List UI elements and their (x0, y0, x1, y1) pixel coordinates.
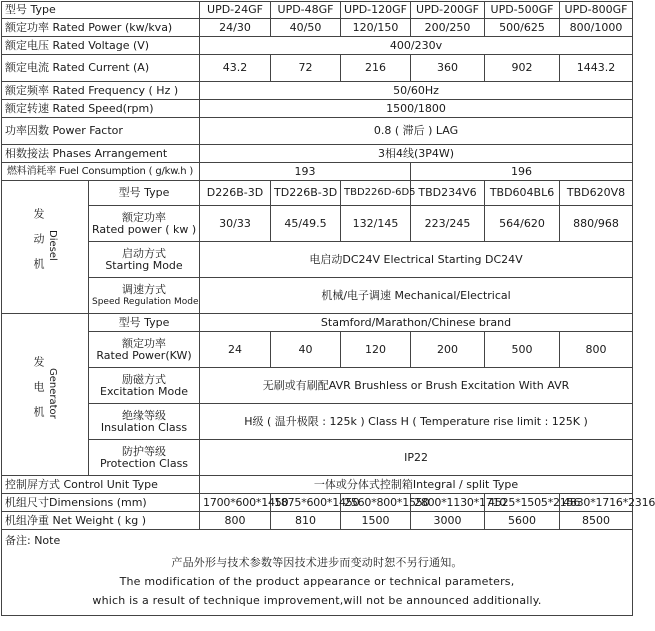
dimensions-row (2, 494, 633, 512)
rated-speed-row (2, 100, 633, 118)
row-label: 额定电压 Rated Voltage (V) (2, 37, 200, 55)
cell-value: TBD604BL6 (485, 181, 560, 206)
row-label (89, 278, 200, 314)
model-header: UPD-24GF (200, 2, 271, 19)
cell-value: 196 (411, 163, 633, 181)
cell-value: 无刷或有刷配AVR Brushless or Brush Excitation With AVR (200, 368, 633, 404)
cell-value: D226B-3D (200, 181, 271, 206)
header-row (2, 2, 633, 19)
cell-value: 1875*600*1450 (271, 494, 341, 512)
note-line-cn: 产品外形与技术参数等因技术进步而变动时恕不另行通知。 (171, 556, 463, 569)
label-en: Starting Mode (105, 258, 183, 272)
cell-value: 400/230v (200, 37, 633, 55)
cell-value: 880/968 (560, 206, 633, 242)
label-en: Protection Class (99, 456, 189, 470)
cell-value: 4830*1716*2316 (560, 494, 633, 512)
row-label: 额定电流 Rated Current (A) (2, 55, 200, 82)
cell-value: 一体或分体式控制箱Integral / split Type (200, 476, 633, 494)
cell-value: 120 (341, 332, 411, 368)
cell-value: 8500 (560, 512, 633, 530)
row-label: 额定转速 Rated Speed(rpm) (2, 100, 200, 118)
cell-value: 43.2 (200, 55, 271, 82)
header-label: 型号 Type (2, 2, 200, 19)
diesel-type-row (2, 181, 633, 206)
cell-value: 500 (485, 332, 560, 368)
label-en: Rated power ( kw ) (92, 222, 197, 236)
row-label: 机组尺寸Dimensions (mm) (2, 494, 200, 512)
cell-value: 30/33 (200, 206, 271, 242)
label-en: Rated Power(KW) (96, 348, 192, 362)
cell-value: TD226B-3D (271, 181, 341, 206)
note-text (5, 553, 629, 610)
label-en: Insulation Class (100, 420, 188, 434)
model-header: UPD-200GF (411, 2, 485, 19)
model-header: UPD-120GF (341, 2, 411, 19)
row-label (89, 332, 200, 368)
cell-value: 223/245 (411, 206, 485, 242)
cell-value: 1700*600*1450 (200, 494, 271, 512)
cell-value: 1500 (341, 512, 411, 530)
row-label: 控制屏方式 Control Unit Type (2, 476, 200, 494)
cell-value: 4525*1505*2156 (485, 494, 560, 512)
cell-value: 40/50 (271, 19, 341, 37)
cell-value: 564/620 (485, 206, 560, 242)
cell-value: 3000 (411, 512, 485, 530)
row-label (89, 368, 200, 404)
cell-value: TBD226D-6D5 (341, 181, 411, 206)
cell-value: 3相4线(3P4W) (200, 145, 633, 163)
cell-value: 500/625 (485, 19, 560, 37)
diesel-speed-regulation-row (2, 278, 633, 314)
cell-value: 2560*800*1550 (341, 494, 411, 512)
rated-voltage-row (2, 37, 633, 55)
rated-power-row (2, 19, 633, 37)
row-label: 燃料消耗率 Fuel Consumption ( g/kw.h ) (2, 163, 200, 181)
cell-value: 800/1000 (560, 19, 633, 37)
rated-frequency-row (2, 82, 633, 100)
spec-table (1, 1, 655, 616)
cell-value: 24/30 (200, 19, 271, 37)
cell-value: TBD234V6 (411, 181, 485, 206)
row-label (89, 206, 200, 242)
label-cn: 额定功率 (122, 336, 166, 350)
cell-value: 0.8 ( 滞后 ) LAG (200, 118, 633, 145)
cell-value: 800 (560, 332, 633, 368)
cell-value: Stamford/Marathon/Chinese brand (200, 314, 633, 332)
cell-value: 1500/1800 (200, 100, 633, 118)
diesel-rated-power-row (2, 206, 633, 242)
row-label: 额定频率 Rated Frequency ( Hz ) (2, 82, 200, 100)
diesel-group-en: Diesel (47, 230, 58, 261)
generator-group-cn: 发电机 (32, 355, 45, 431)
diesel-group-label (2, 181, 89, 314)
label-cn: 防护等级 (122, 444, 166, 458)
net-weight-row (2, 512, 633, 530)
generator-group-label (2, 314, 89, 476)
label-cn: 励磁方式 (122, 372, 166, 386)
cell-value: 200/250 (411, 19, 485, 37)
cell-value: 2800*1130*1710 (411, 494, 485, 512)
cell-value: 72 (271, 55, 341, 82)
row-label: 型号 Type (89, 314, 200, 332)
label-en: Excitation Mode (100, 384, 188, 398)
cell-value: 24 (200, 332, 271, 368)
row-label (89, 242, 200, 278)
label-cn: 额定功率 (122, 210, 166, 224)
cell-value: 132/145 (341, 206, 411, 242)
phases-row (2, 145, 633, 163)
row-label: 型号 Type (89, 181, 200, 206)
diesel-group-cn: 发动机 (32, 208, 45, 283)
model-header: UPD-500GF (485, 2, 560, 19)
label-cn: 启动方式 (122, 246, 166, 260)
model-header: UPD-800GF (560, 2, 633, 19)
cell-value: 810 (271, 512, 341, 530)
generator-excitation-row (2, 368, 633, 404)
cell-value: 120/150 (341, 19, 411, 37)
cell-value: 216 (341, 55, 411, 82)
label-en: Speed Regulation Mode (92, 296, 199, 307)
cell-value: 800 (200, 512, 271, 530)
row-label: 功率因数 Power Factor (2, 118, 200, 145)
generator-rated-power-row (2, 332, 633, 368)
cell-value: 45/49.5 (271, 206, 341, 242)
fuel-consumption-row (2, 163, 633, 181)
note-line-en-2: which is a result of technique improvement,will not be announced additionally. (92, 594, 542, 607)
generator-insulation-row (2, 404, 633, 440)
note-row (2, 530, 633, 616)
power-factor-row (2, 118, 633, 145)
label-cn: 绝缘等级 (122, 408, 166, 422)
cell-value: 193 (200, 163, 411, 181)
cell-value: IP22 (200, 440, 633, 476)
cell-value: 5600 (485, 512, 560, 530)
note-line-en-1: The modification of the product appearance or technical parameters, (119, 575, 515, 588)
model-header: UPD-48GF (271, 2, 341, 19)
cell-value: 50/60Hz (200, 82, 633, 100)
row-label: 机组净重 Net Weight ( kg ) (2, 512, 200, 530)
row-label: 额定功率 Rated Power (kw/kva) (2, 19, 200, 37)
generator-type-row (2, 314, 633, 332)
generator-group-en: Generator (47, 367, 58, 419)
row-label: 相数接法 Phases Arrangement (2, 145, 200, 163)
cell-value: 1443.2 (560, 55, 633, 82)
rated-current-row (2, 55, 633, 82)
cell-value: 360 (411, 55, 485, 82)
diesel-starting-row (2, 242, 633, 278)
note-label: 备注: Note (5, 534, 61, 547)
generator-protection-row (2, 440, 633, 476)
cell-value: TBD620V8 (560, 181, 633, 206)
row-label (89, 404, 200, 440)
cell-value: H级 ( 温升极限 : 125k ) Class H ( Temperature rise limit : 125K ) (200, 404, 633, 440)
cell-value: 电启动DC24V Electrical Starting DC24V (200, 242, 633, 278)
cell-value: 40 (271, 332, 341, 368)
note-cell (2, 530, 633, 616)
control-unit-row (2, 476, 633, 494)
row-label (89, 440, 200, 476)
label-cn: 调速方式 (122, 282, 166, 296)
cell-value: 机械/电子调速 Mechanical/Electrical (200, 278, 633, 314)
cell-value: 902 (485, 55, 560, 82)
cell-value: 200 (411, 332, 485, 368)
